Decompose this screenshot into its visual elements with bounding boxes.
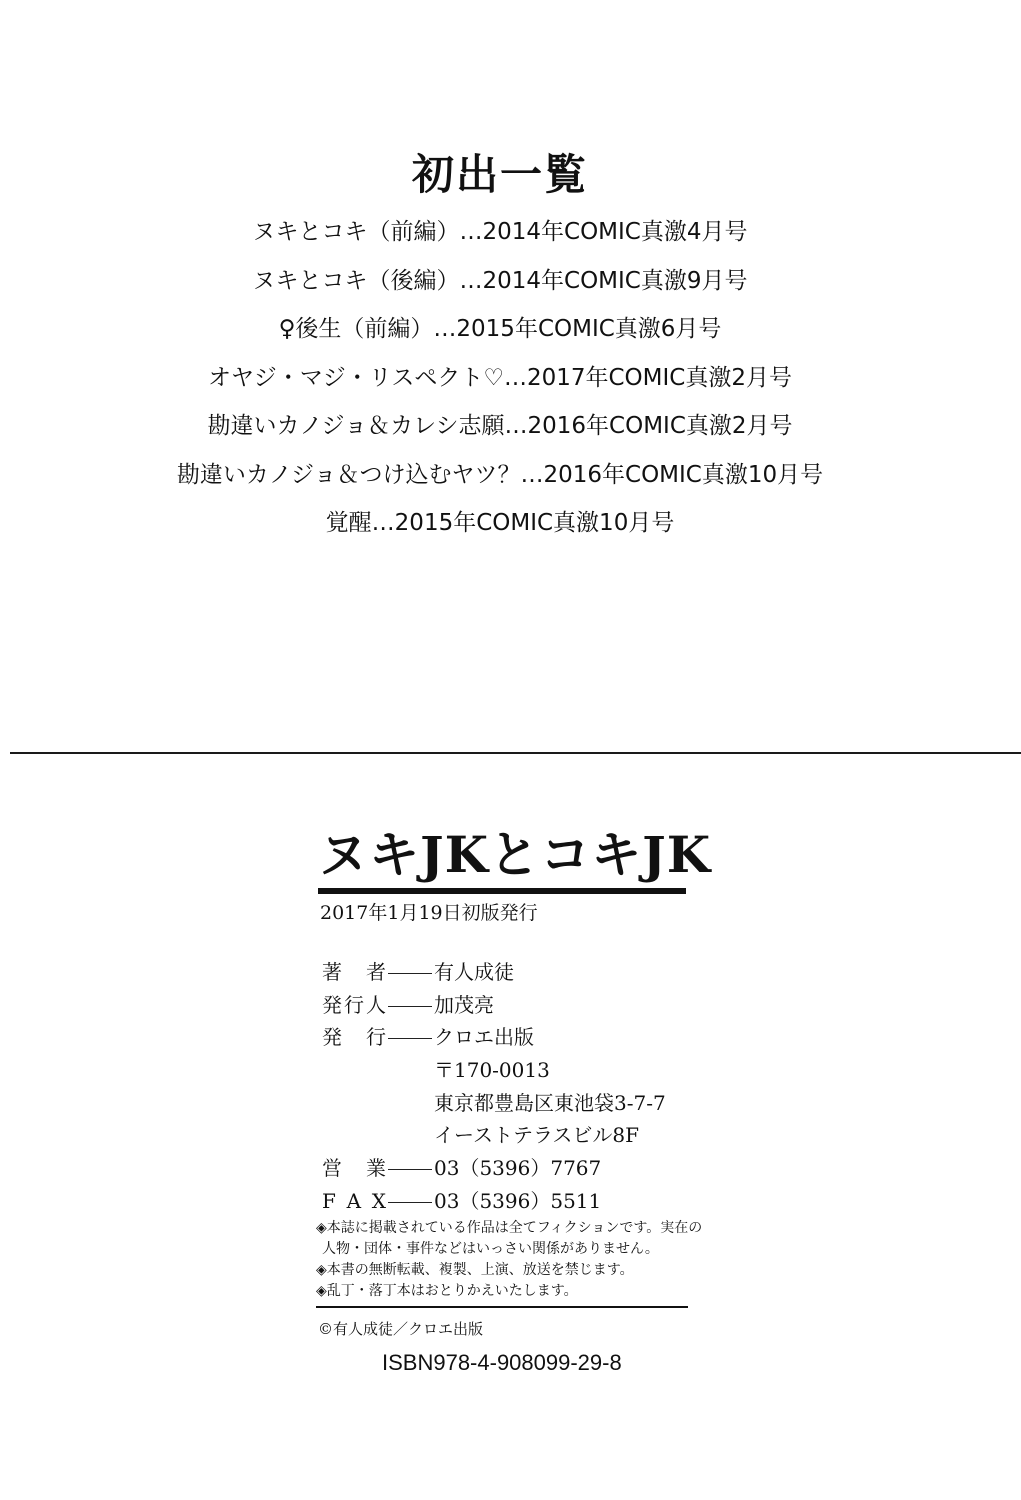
- publisher-person-label: 発行人: [322, 992, 386, 1017]
- author-name: 有人成徒: [434, 960, 514, 984]
- first-appearance-item: ヌキとコキ（前編）…2014年COMIC真激4月号: [252, 219, 748, 245]
- credit-row-postal: [322, 1054, 666, 1087]
- first-appearance-item: 勘違いカノジョ＆カレシ志願…2016年COMIC真激2月号: [207, 413, 793, 439]
- first-appearance-list: [0, 208, 1000, 548]
- address: 東京都豊島区東池袋3-7-7: [434, 1090, 666, 1115]
- credit-row-fax: [322, 1185, 666, 1218]
- leader-dash: [388, 1169, 432, 1170]
- legal-note: ◈乱丁・落丁本はおとりかえいたします。: [316, 1283, 578, 1299]
- isbn: ISBN978-4-908099-29-8: [382, 1350, 622, 1375]
- first-appearance-item: 覚醒…2015年COMIC真激10月号: [325, 510, 675, 536]
- first-appearance-item: オヤジ・マジ・リスペクト♡…2017年COMIC真激2月号: [208, 364, 792, 391]
- notes-divider: [316, 1306, 688, 1308]
- legal-note: 人物・団体・事件などはいっさい関係がありません。: [322, 1241, 659, 1257]
- leader-dash: [388, 1006, 432, 1007]
- first-appearance-title: 初出一覧: [411, 150, 588, 199]
- credit-row-sales: [322, 1152, 666, 1185]
- sales-label: 営 業: [322, 1156, 386, 1181]
- fax-label: F A X: [322, 1188, 386, 1213]
- credits-block: [322, 956, 666, 1218]
- credit-row-publisher: [322, 1021, 666, 1054]
- leader-dash: [388, 973, 432, 974]
- credit-row-publisher-person: [322, 989, 666, 1022]
- legal-notes: [316, 1218, 702, 1302]
- credit-row-building: [322, 1119, 666, 1152]
- first-appearance-item: 勘違いカノジョ＆つけ込むヤツ？…2016年COMIC真激10月号: [176, 461, 824, 488]
- book-title: ヌキJKとコキJK: [318, 825, 712, 884]
- title-underline: [318, 888, 686, 894]
- author-label: 著 者: [322, 960, 386, 984]
- credit-row-author: [322, 956, 666, 989]
- legal-note: ◈本書の無断転載、複製、上演、放送を禁じます。: [316, 1262, 634, 1278]
- publisher-name: クロエ出版: [434, 1025, 534, 1050]
- first-appearance-item: ♀後生（前編）…2015年COMIC真激6月号: [278, 316, 722, 342]
- building: イーストテラスビル8F: [434, 1123, 640, 1148]
- first-appearance-item: ヌキとコキ（後編）…2014年COMIC真激9月号: [252, 267, 748, 294]
- publisher-person-name: 加茂亮: [434, 992, 494, 1017]
- credit-row-address: [322, 1087, 666, 1120]
- leader-dash: [388, 1202, 432, 1203]
- postal-code: 〒170-0013: [434, 1058, 550, 1083]
- publisher-label: 発 行: [322, 1025, 386, 1050]
- leader-dash: [388, 1038, 432, 1039]
- edition-date: 2017年1月19日初版発行: [320, 902, 538, 924]
- section-divider: [10, 752, 1021, 754]
- sales-phone: 03（5396）7767: [434, 1156, 602, 1181]
- fax-number: 03（5396）5511: [434, 1188, 602, 1213]
- copyright: ©有人成徒／クロエ出版: [318, 1320, 484, 1338]
- legal-note: ◈本誌に掲載されている作品は全てフィクションです。実在の: [316, 1220, 703, 1236]
